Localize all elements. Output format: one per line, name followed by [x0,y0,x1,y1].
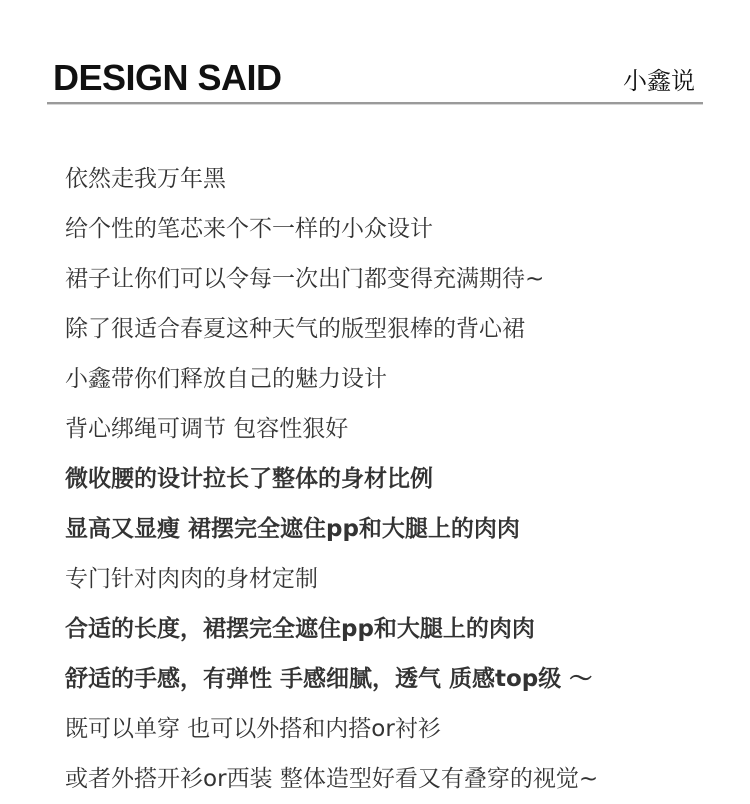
brand-title: DESIGN SAID [53,57,282,98]
text-line: 背心绑绳可调节 包容性狠好 [65,416,349,442]
text-line: 裙子让你们可以令每一次出门都变得充满期待~ [65,266,545,292]
text-line-bold: 显高又显瘦 裙摆完全遮住pp和大腿上的肉肉 [65,516,520,542]
text-line: 除了很适合春夏这种天气的版型狠棒的背心裙 [65,316,525,342]
article-header [47,56,703,106]
text-line: 给个性的笔芯来个不一样的小众设计 [65,216,433,242]
text-line: 依然走我万年黑 [65,166,226,192]
text-line-bold: 合适的长度，裙摆完全遮住pp和大腿上的肉肉 [65,616,535,642]
header-divider [47,102,703,105]
text-line: 既可以单穿 也可以外搭和内搭or衬衫 [65,716,441,742]
text-line: 小鑫带你们释放自己的魅力设计 [65,366,387,392]
text-line-bold: 微收腰的设计拉长了整体的身材比例 [65,466,433,492]
text-line: 或者外搭开衫or西装 整体造型好看又有叠穿的视觉~ [65,766,599,792]
article-body [65,154,735,804]
author-label: 小鑫说 [623,67,695,95]
text-line-bold: 舒适的手感，有弹性 手感细腻，透气 质感top级 ～ [65,666,593,692]
text-line: 专门针对肉肉的身材定制 [65,566,318,592]
